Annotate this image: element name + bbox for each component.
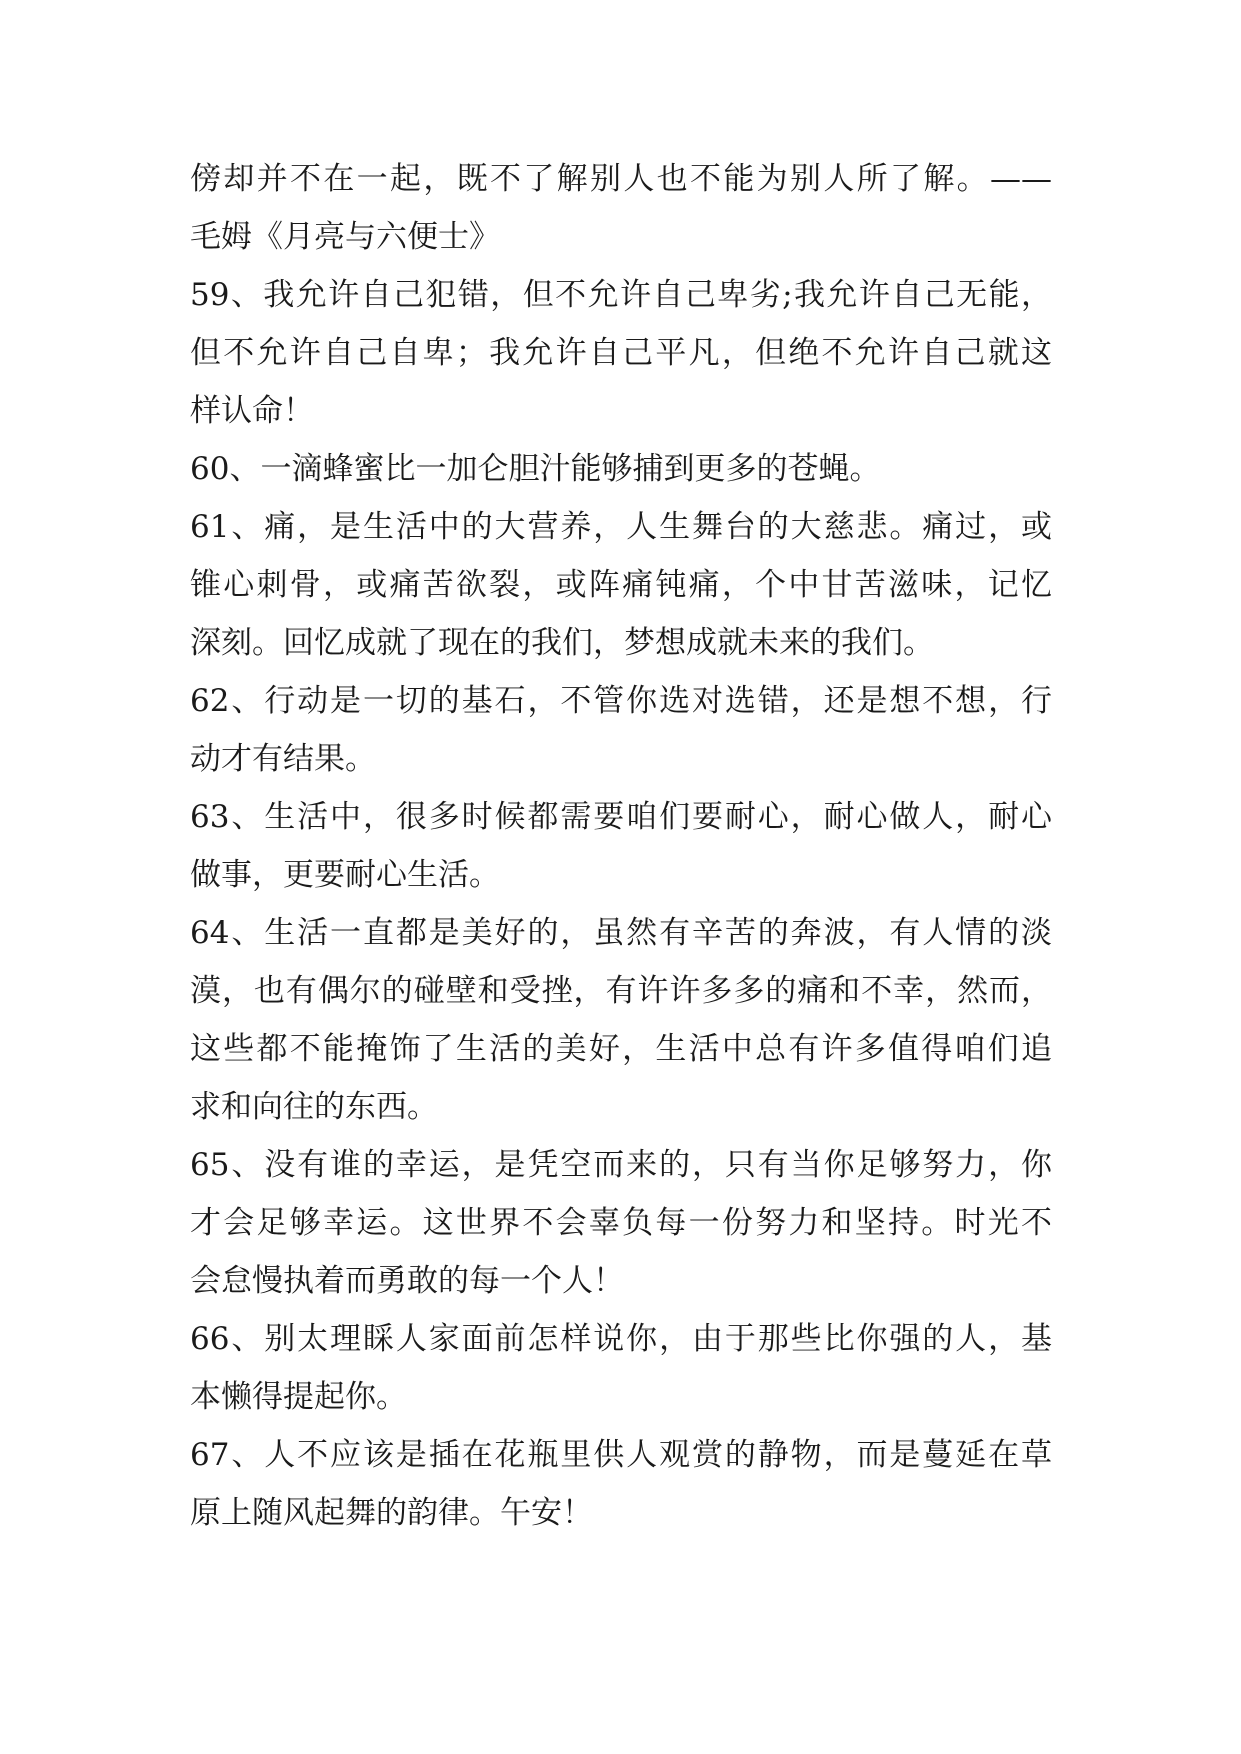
text-line: 65、没有谁的幸运，是凭空而来的，只有当你足够努力，你 [190,1147,1052,1183]
text-line: 毛姆《月亮与六便士》 [190,219,500,255]
text-line: 66、别太理睬人家面前怎样说你，由于那些比你强的人，基 [190,1321,1052,1357]
text-line: 这些都不能掩饰了生活的美好，生活中总有许多值得咱们追 [190,1031,1052,1067]
text-line: 原上随风起舞的韵律。午安！ [190,1495,593,1531]
text-line: 67、人不应该是插在花瓶里供人观赏的静物，而是蔓延在草 [190,1437,1052,1473]
text-line: 做事，更要耐心生活。 [190,857,500,893]
text-line: 59、我允许自己犯错，但不允许自己卑劣;我允许自己无能， [190,277,1052,313]
text-line: 本懒得提起你。 [190,1379,407,1415]
document-body [190,150,1052,1542]
text-line: 样认命！ [190,393,314,429]
text-line: 深刻。回忆成就了现在的我们，梦想成就未来的我们。 [190,625,934,661]
text-line: 61、痛，是生活中的大营养，人生舞台的大慈悲。痛过，或 [190,509,1052,545]
text-line: 才会足够幸运。这世界不会辜负每一份努力和坚持。时光不 [190,1205,1052,1241]
text-line: 动才有结果。 [190,741,376,777]
text-line: 求和向往的东西。 [190,1089,438,1125]
text-line: 60、一滴蜂蜜比一加仑胆汁能够捕到更多的苍蝇。 [190,451,881,487]
text-line: 63、生活中，很多时候都需要咱们要耐心，耐心做人，耐心 [190,799,1052,835]
text-line: 会怠慢执着而勇敢的每一个人！ [190,1263,624,1299]
text-line: 62、行动是一切的基石，不管你选对选错，还是想不想，行 [190,683,1052,719]
text-line: 但不允许自己自卑；我允许自己平凡，但绝不允许自己就这 [190,335,1052,371]
text-line: 锥心刺骨，或痛苦欲裂，或阵痛钝痛，个中甘苦滋味，记忆 [190,567,1052,603]
text-line: 漠，也有偶尔的碰壁和受挫，有许许多多的痛和不幸，然而， [190,973,1052,1009]
text-line: 64、生活一直都是美好的，虽然有辛苦的奔波，有人情的淡 [190,915,1052,951]
text-line: 傍却并不在一起，既不了解别人也不能为别人所了解。—— [190,161,1052,197]
